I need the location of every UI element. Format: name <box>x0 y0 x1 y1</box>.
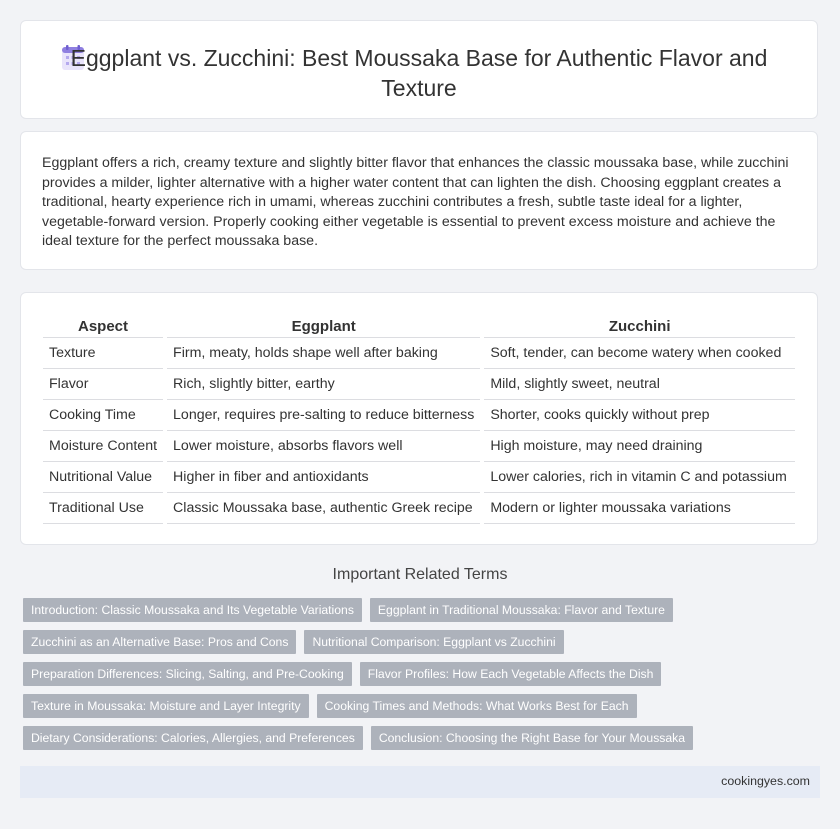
table-cell-eggplant: Longer, requires pre-salting to reduce bitterness <box>165 400 482 431</box>
related-term-tag[interactable]: Introduction: Classic Moussaka and Its Vegetable Variations <box>23 598 362 622</box>
table-cell-eggplant: Lower moisture, absorbs flavors well <box>165 431 482 462</box>
tag-row <box>23 726 813 750</box>
table-row <box>43 400 795 431</box>
table-row <box>43 338 795 369</box>
table-row <box>43 462 795 493</box>
related-terms-list <box>23 598 813 758</box>
intro-paragraph: Eggplant offers a rich, creamy texture and slightly bitter flavor that enhances the classic moussaka base, while zucchini provides a milder, lighter alternative with a higher water content that can lighten the dish. Choosing eggplant creates a traditional, hearty experience rich in umami, whereas zucchini contributes a fresh, subtle taste ideal for a lighter, vegetable-forward version. Properly cooking either vegetable is essential to prevent excess moisture and achieve the ideal texture for the perfect moussaka base. <box>42 155 789 250</box>
table-cell-eggplant: Rich, slightly bitter, earthy <box>165 369 482 400</box>
comparison-table <box>43 315 795 524</box>
table-cell-eggplant: Classic Moussaka base, authentic Greek recipe <box>165 493 482 524</box>
comparison-table-card <box>20 292 818 545</box>
table-cell-zucchini: Soft, tender, can become watery when cooked <box>482 338 795 369</box>
related-term-tag[interactable]: Preparation Differences: Slicing, Salting, and Pre-Cooking <box>23 662 352 686</box>
related-terms-heading: Important Related Terms <box>332 566 508 583</box>
page-title: Eggplant vs. Zucchini: Best Moussaka Base for Authentic Flavor and Texture <box>70 45 768 101</box>
related-term-tag[interactable]: Nutritional Comparison: Eggplant vs Zucchini <box>304 630 563 654</box>
table-header-row <box>43 315 795 338</box>
table-cell-aspect: Nutritional Value <box>43 462 165 493</box>
column-header-aspect: Aspect <box>43 315 165 338</box>
table-cell-aspect: Traditional Use <box>43 493 165 524</box>
column-header-eggplant: Eggplant <box>165 315 482 338</box>
table-cell-aspect: Cooking Time <box>43 400 165 431</box>
related-term-tag[interactable]: Conclusion: Choosing the Right Base for Your Moussaka <box>371 726 693 750</box>
header-card <box>20 20 818 119</box>
table-row <box>43 493 795 524</box>
table-cell-eggplant: Firm, meaty, holds shape well after baking <box>165 338 482 369</box>
related-term-tag[interactable]: Cooking Times and Methods: What Works Best for Each <box>317 694 637 718</box>
tag-row <box>23 630 813 654</box>
footer-site-link[interactable]: cookingyes.com <box>721 774 810 788</box>
related-term-tag[interactable]: Flavor Profiles: How Each Vegetable Affects the Dish <box>360 662 662 686</box>
table-cell-aspect: Moisture Content <box>43 431 165 462</box>
table-cell-aspect: Flavor <box>43 369 165 400</box>
related-term-tag[interactable]: Eggplant in Traditional Moussaka: Flavor and Texture <box>370 598 673 622</box>
table-cell-aspect: Texture <box>43 338 165 369</box>
table-cell-zucchini: Shorter, cooks quickly without prep <box>482 400 795 431</box>
table-cell-zucchini: Modern or lighter moussaka variations <box>482 493 795 524</box>
table-cell-zucchini: High moisture, may need draining <box>482 431 795 462</box>
table-cell-zucchini: Mild, slightly sweet, neutral <box>482 369 795 400</box>
footer <box>20 766 820 798</box>
intro-card <box>20 131 818 270</box>
related-term-tag[interactable]: Dietary Considerations: Calories, Allergies, and Preferences <box>23 726 363 750</box>
related-term-tag[interactable]: Zucchini as an Alternative Base: Pros and Cons <box>23 630 296 654</box>
tag-row <box>23 598 813 622</box>
table-row <box>43 369 795 400</box>
column-header-zucchini: Zucchini <box>482 315 795 338</box>
tag-row <box>23 694 813 718</box>
related-term-tag[interactable]: Texture in Moussaka: Moisture and Layer Integrity <box>23 694 309 718</box>
tag-row <box>23 662 813 686</box>
table-cell-zucchini: Lower calories, rich in vitamin C and potassium <box>482 462 795 493</box>
table-row <box>43 431 795 462</box>
table-cell-eggplant: Higher in fiber and antioxidants <box>165 462 482 493</box>
